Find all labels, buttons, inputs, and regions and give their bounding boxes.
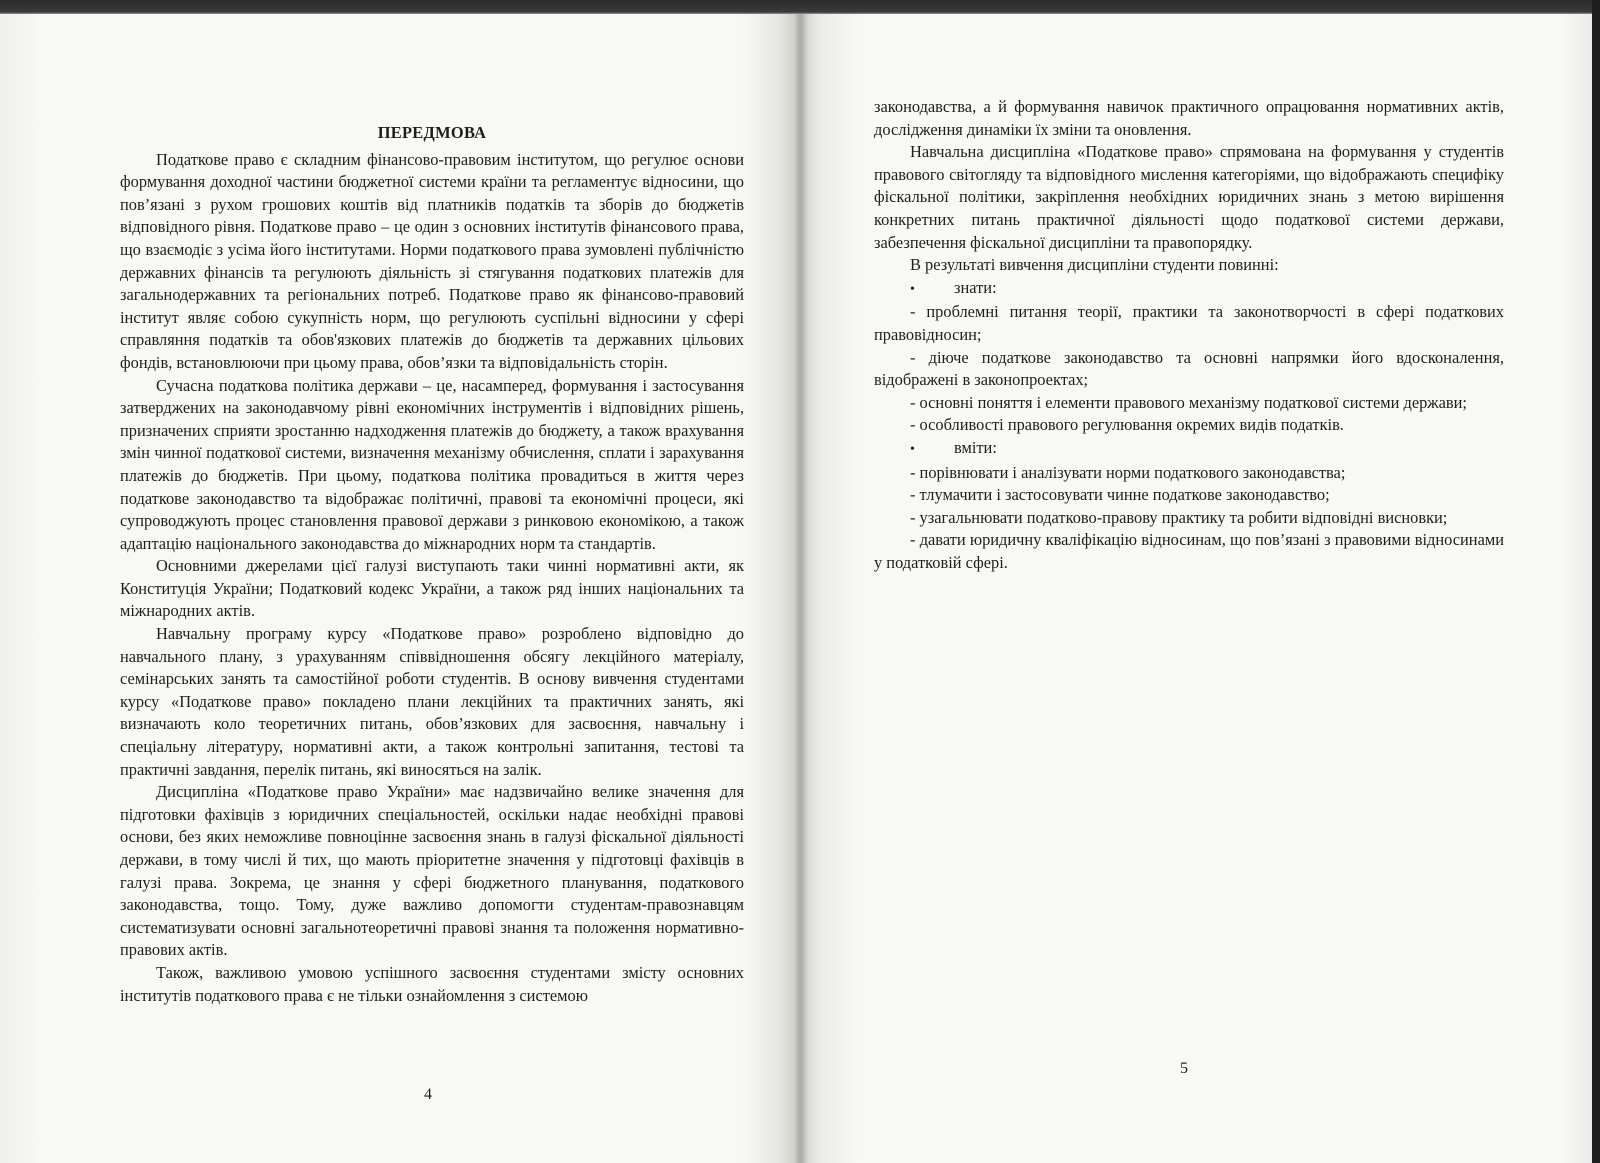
paragraph: Податкове право є складним фінансово-правовим інститутом, що регулює основи формування доходної частини бюджетної системи країни та регламентує відносини, що пов’язані з рухом грошових коштів від платників податків та зборів до бюджетів відповідного рівня. Податкове право – це один з основних інститутів фінансового права, що взаємодіє з усіма його інститутами. Норми податкового права зумовлені публічністю державних фінансів та регулюють діяльність зі стягування податкових платежів для загальнодержавних та регіональних потреб. Податкове право як фінансово-правовий інститут являє собою сукупність норм, що регулюють суспільні відносини у сфері справляння податків та обов'язкових платежів до бюджетів та державних цільових фондів, встановлюючи при цьому права, обов’язки та відповідальність сторін.	[120, 149, 744, 372]
page-title: ПЕРЕДМОВА	[377, 123, 487, 142]
list-item: - основні поняття і елементи правового механізму податкової системи держави;	[910, 392, 1467, 412]
page-number-right: 5	[1180, 1060, 1188, 1077]
page-number-left: 4	[424, 1086, 432, 1103]
list-item: - діюче податкове законодавство та основні напрямки його вдосконалення, відображені в законопроектах;	[874, 347, 1504, 390]
right-page-text-column	[874, 96, 1504, 574]
list-item: - узагальнювати податково-правову практику та робити відповідні висновки;	[910, 507, 1448, 527]
left-page	[0, 14, 800, 1163]
bullet-know	[874, 277, 1504, 302]
paragraph: В результаті вивчення дисципліни студенти повинні:	[910, 255, 1279, 275]
paragraph: Основними джерелами цієї галузі виступають таки чинні нормативні акти, як Конституція України; Податковий кодекс України, а також ряд інших національних та міжнародних актів.	[120, 556, 744, 621]
paragraph: Дисципліна «Податкове право України» має надзвичайно велике значення для підготовки фахівців з юридичних спеціальностей, оскільки надає необхідні правові основи, без яких неможливе повноцінне засвоєння знань в галузі фіскальної діяльності держави, в тому числі й тих, що мають пріоритетне значення у підготовці фахівців в галузі права. Зокрема, це знання у сфері бюджетного планування, податкового законодавства, тощо. Тому, дуже важливо допомогти студентам-правознавцям систематизувати основні загальнотеоретичні правові знання та положення нормативно-правових актів.	[120, 782, 744, 960]
list-item: - порівнювати і аналізувати норми податкового законодавства;	[910, 462, 1346, 482]
bullet-heading-know: знати:	[954, 277, 997, 297]
scan-edge	[1592, 0, 1600, 1163]
right-page	[800, 14, 1600, 1163]
paragraph: Навчальну програму курсу «Податкове право» розроблено відповідно до навчального плану, з урахуванням співвідношення обсягу лекційного матеріалу, семінарських занять та самостійної роботи студентів. В основу вивчення студентами курсу «Податкове право» покладено плани лекційних та практичних занять, які визначають коло теоретичних питань, обов’язкових для засвоєння, навчальну і спеціальну літературу, нормативні акти, а також контрольні запитання, тестові та практичні завдання, перелік питань, які виносяться на залік.	[120, 624, 744, 779]
bullet-icon: •	[910, 441, 915, 457]
list-item: - проблемні питання теорії, практики та законотворчості в сфері податкових правовідносин;	[874, 302, 1504, 344]
list-item: - тлумачити і застосовувати чинне податкове законодавство;	[910, 485, 1330, 505]
left-page-text-column	[120, 122, 744, 1007]
paragraph: Сучасна податкова політика держави – це, насамперед, формування і застосування затверджених на законодавчому рівні економічних інструментів і відповідних рішень, призначених сприяти зростанню надходження платежів до бюджету, а також врахування змін чинної податкової системи, визначення механізму обчислення, сплати і зарахування платежів до бюджетів. При цьому, податкова політика провадиться в життя через податкове законодавство та відображає політичні, правові та економічні процеси, які супроводжують процес становлення правової держави з ринковою економікою, а також адаптацію національного законодавства до міжнародних норм та стандартів.	[120, 375, 744, 553]
book-spine-shadow	[794, 14, 808, 1163]
paragraph: Навчальна дисципліна «Податкове право» спрямована на формування у студентів правового світогляду та відповідного мислення категоріями, що відображають специфіку фіскальної політики, закріплення необхідних юридичних знань з метою вирішення конкретних питань практичної діяльності щодо податкової системи держави, забезпечення фіскальної дисципліни та правопорядку.	[874, 142, 1504, 252]
bullet-icon: •	[910, 281, 915, 297]
bullet-heading-can: вміти:	[954, 437, 997, 457]
list-item: - давати юридичну кваліфікацію відносинам, що пов’язані з правовими відносинами у податковій сфері.	[874, 530, 1504, 572]
paragraph: Також, важливою умовою успішного засвоєння студентами змісту основних інститутів податкового права є не тільки ознайомлення з системою	[120, 962, 744, 1005]
list-item: - особливості правового регулювання окремих видів податків.	[910, 415, 1344, 435]
continuation-paragraph: законодавства, а й формування навичок практичного опрацювання нормативних актів, дослідження динаміки їх зміни та оновлення.	[874, 97, 1504, 139]
bullet-can	[874, 437, 1504, 462]
